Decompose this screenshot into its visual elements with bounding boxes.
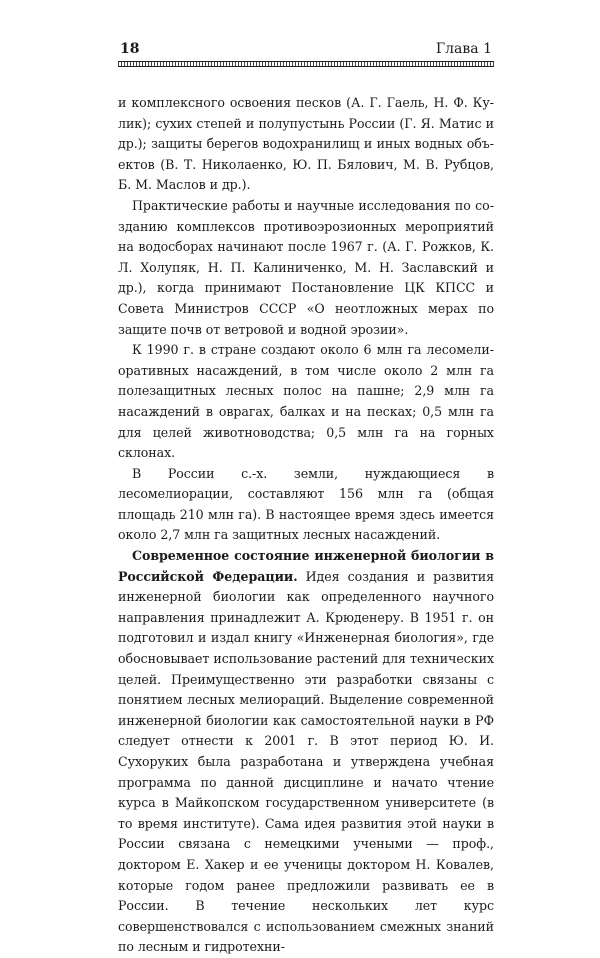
page-number: 18: [120, 41, 140, 57]
section-heading: Современное состояние инженерной биологии в Российской Федерации.: [118, 548, 494, 584]
paragraph: [118, 464, 494, 546]
chapter-title: Глава 1: [435, 41, 492, 57]
body-text: [118, 93, 494, 958]
book-page: [118, 40, 494, 958]
paragraph-text: Практические работы и научные исследования по созданию комплексов противоэрозионных мероприятий на водосборах начинают после 1967 г. (А. Г. Рожков, К. Л. Холупяк, Н. П. Калиниченко, М. Н. Заславский и др.), когда принимают Постановление ЦК КПСС и Совета Министров СССР «О неотложных мерах по защите почв от ветровой и водной эрозии».: [118, 197, 494, 337]
paragraph: [118, 340, 494, 464]
paragraph-text: В России с.-х. земли, нуждающиеся в лесомелиорации, составляют 156 млн га (общая площадь 210 млн га). В настоящее время здесь имеется около 2,7 млн га защитных лесных насаждений.: [118, 465, 494, 543]
paragraph-text: и комплексного освоения песков (А. Г. Гаель, Н. Ф. Кулик); сухих степей и полупустынь России (Г. Я. Матис и др.); защиты берегов водохранилищ и иных водных объектов (В. Т. Николаенко, Ю. П. Бялович, М. В. Рубцов, Б. М. Маслов и др.).: [118, 95, 494, 193]
paragraph-text: Идея создания и развития инженерной биологии как определенного научного направления принадлежит А. Крюденеру. В 1951 г. он подготовил и издал книгу «Инженерная биология», где обосновывает использование растений для технических целей. Преимущественно эти разработки связаны с понятием лесных мелиораций. Выделение современной инженерной биологии как самостоятельной науки в РФ следует отнести к 2001 г. В этот период Ю. И. Сухоруких была разработана и утверждена учебная программа по данной дисциплине и начато чтение курса в Майкопском государственном университете (в то время институте). Сама идея развития этой науки в России связана с немецкими учеными — проф., доктором Е. Хакер и ее ученицы доктором Н. Ковалев, которые годом ранее предложили развивать ее в России. В течение нескольких лет курс совершенствовался с использованием смежных знаний по лесным и гидротехни-: [118, 568, 494, 955]
paragraph: [118, 93, 494, 196]
paragraph: [118, 546, 494, 958]
running-header: [118, 40, 494, 58]
header-rule: [118, 61, 494, 67]
paragraph: [118, 196, 494, 340]
paragraph-text: К 1990 г. в стране создают около 6 млн га лесомелиоративных насаждений, в том числе около 2 млн га полезащитных лесных полос на пашне; 2,9 млн га насаждений в оврагах, балках и на песках; 0,5 млн га для целей животноводства; 0,5 млн га на горных склонах.: [118, 342, 494, 461]
